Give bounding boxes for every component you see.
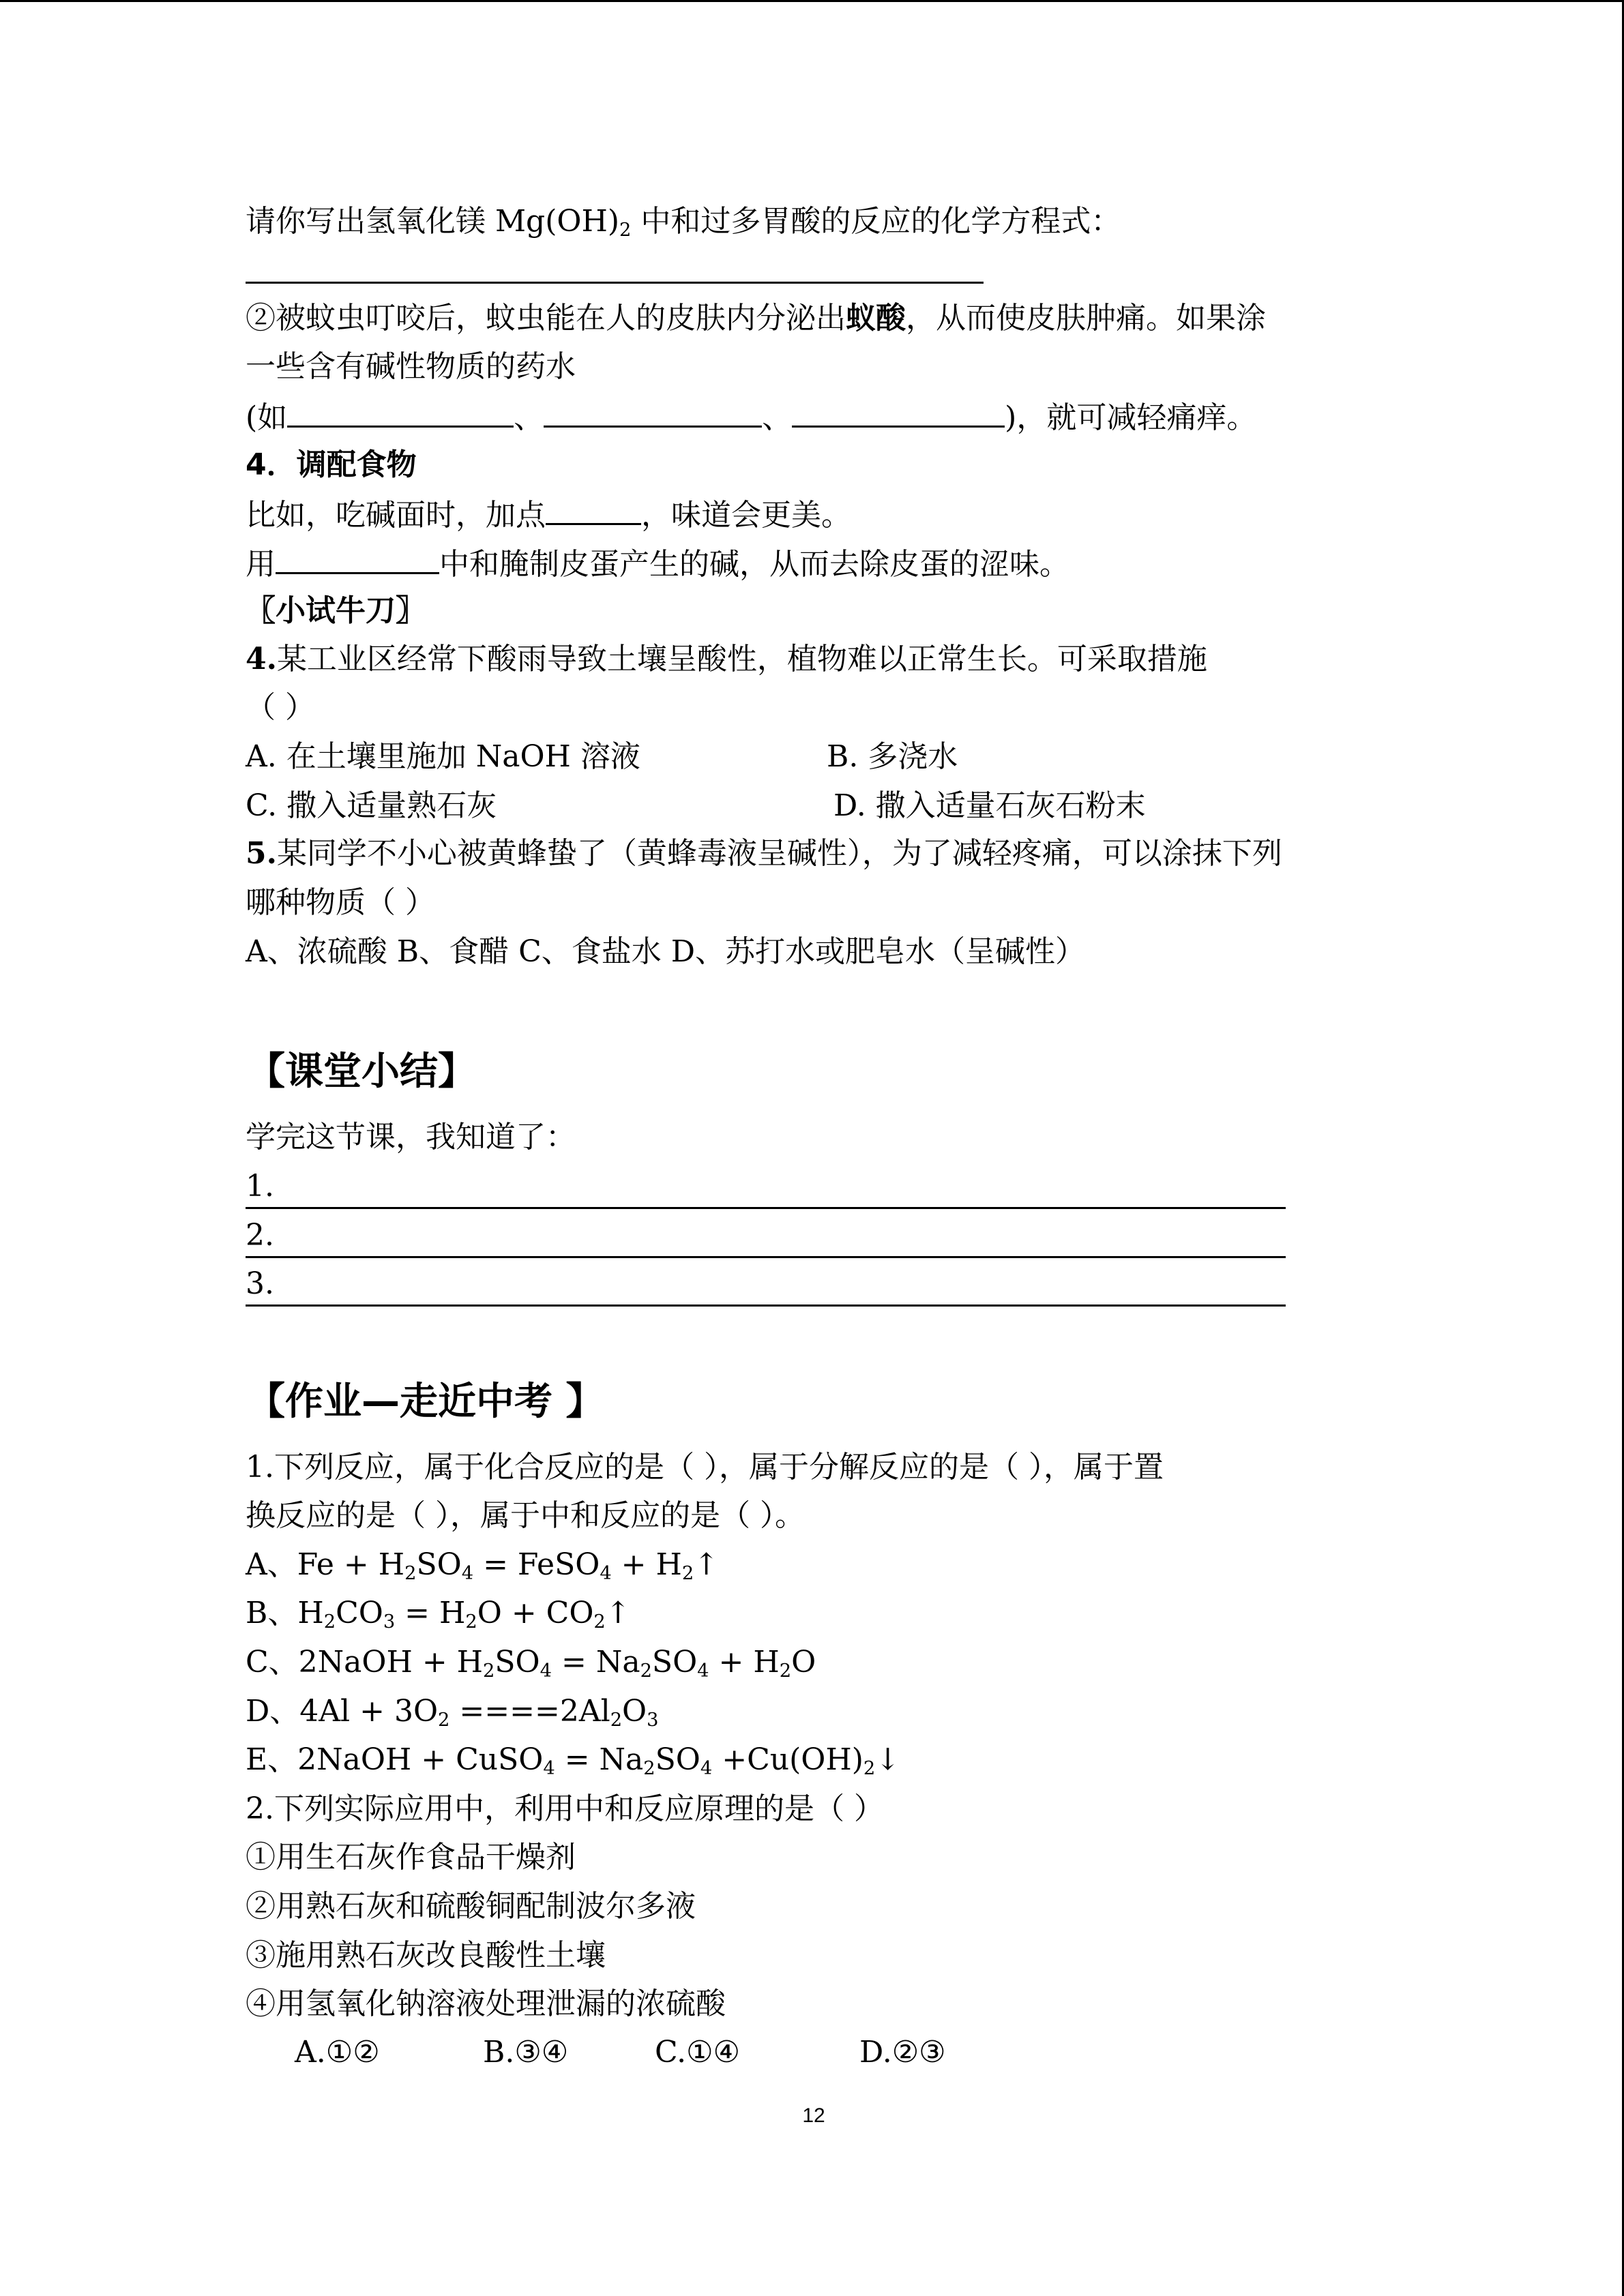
gas-arrow-icon: ↑ bbox=[694, 1547, 720, 1582]
eq-e-sub: 2 bbox=[863, 1757, 876, 1779]
eq-c-part: C、2NaOH + H bbox=[246, 1645, 484, 1680]
q5-stem-line-2: 哪种物质（ ） bbox=[246, 885, 435, 920]
eq-b-part: O + CO bbox=[477, 1596, 594, 1630]
eq-c-sub: 2 bbox=[779, 1660, 792, 1682]
eq-d-part: ====2Al bbox=[449, 1694, 610, 1729]
medicine-blank-3[interactable] bbox=[792, 396, 1005, 428]
eq-b-part: = H bbox=[395, 1596, 466, 1630]
mosquito-line-1 bbox=[246, 298, 1266, 339]
hw-q2-item-1: ①用生石灰作食品干燥剂 bbox=[246, 1840, 576, 1875]
page-border-top bbox=[0, 0, 1624, 2]
eq-a-sub: 4 bbox=[461, 1562, 474, 1584]
eq-e-part: = Na bbox=[555, 1742, 644, 1777]
mgoh-question-post: 中和过多胃酸的反应的化学方程式： bbox=[631, 204, 1121, 239]
food-line-1-post: ，味道会更美。 bbox=[641, 498, 851, 533]
eq-d-sub: 2 bbox=[438, 1709, 450, 1731]
equation-c bbox=[246, 1642, 816, 1683]
eq-a-part: = FeSO bbox=[473, 1547, 600, 1582]
q5-text: 某同学不小心被黄蜂蛰了（黄蜂毒液呈碱性），为了减轻疼痛，可以涂抹下列 bbox=[276, 836, 1282, 871]
q4-option-a[interactable]: A. 在土壤里施加 NaOH 溶液 bbox=[246, 739, 640, 774]
precipitate-arrow-icon: ↓ bbox=[875, 1742, 901, 1777]
q4-number: 4. bbox=[246, 642, 277, 676]
eq-a-sub: 2 bbox=[681, 1562, 694, 1584]
summary-intro: 学完这节课，我知道了： bbox=[246, 1120, 576, 1154]
hw-q2-item-4: ④用氢氧化钠溶液处理泄漏的浓硫酸 bbox=[246, 1986, 726, 2021]
q4-option-b[interactable]: B. 多浇水 bbox=[827, 739, 958, 774]
eq-e-sub: 2 bbox=[643, 1757, 655, 1779]
equation-e bbox=[246, 1740, 900, 1780]
eq-c-sub: 4 bbox=[540, 1660, 552, 1682]
eq-a-part: A、Fe + H bbox=[246, 1547, 405, 1582]
mosquito-line-3 bbox=[246, 396, 1256, 438]
hw-q2-option-d[interactable]: D.②③ bbox=[859, 2035, 946, 2070]
mgoh-question-pre: 请你写出氢氧化镁 Mg(OH) bbox=[246, 204, 619, 239]
eq-e-part: SO bbox=[655, 1742, 700, 1777]
hw-q2-option-c[interactable]: C.①④ bbox=[655, 2035, 740, 2070]
q4-option-d[interactable]: D. 撒入适量石灰石粉末 bbox=[833, 788, 1146, 823]
eq-c-part: O bbox=[791, 1645, 816, 1680]
eq-e-part: E、2NaOH + CuSO bbox=[246, 1742, 544, 1777]
summary-heading: 【课堂小结】 bbox=[247, 1049, 476, 1094]
mosquito-line-2: 一些含有碱性物质的药水 bbox=[246, 349, 576, 384]
eq-e-sub: 4 bbox=[543, 1757, 555, 1779]
mgoh-subscript: 2 bbox=[619, 219, 632, 241]
eq-c-part: SO bbox=[651, 1645, 698, 1680]
eq-c-sub: 2 bbox=[483, 1660, 495, 1682]
medicine-blank-1[interactable] bbox=[287, 396, 514, 428]
mosquito-text-a: ②被蚊虫叮咬后，蚊虫能在人的皮肤内分泌出 bbox=[246, 301, 846, 336]
mgoh-answer-blank[interactable] bbox=[246, 282, 984, 284]
eq-d-sub: 2 bbox=[610, 1709, 623, 1731]
eq-b-sub: 2 bbox=[593, 1611, 606, 1632]
gas-arrow-icon: ↑ bbox=[605, 1596, 631, 1630]
food-line-2 bbox=[246, 542, 1069, 585]
eq-c-part: = Na bbox=[551, 1645, 640, 1680]
food-line-2-post: 中和腌制皮蛋产生的碱，从而去除皮蛋的涩味。 bbox=[439, 547, 1069, 582]
q4-option-c[interactable]: C. 撒入适量熟石灰 bbox=[246, 788, 497, 823]
hw-q2-item-2: ②用熟石灰和硫酸铜配制波尔多液 bbox=[246, 1889, 696, 1924]
homework-heading: 【作业—走近中考 】 bbox=[247, 1380, 604, 1424]
summary-line-1[interactable] bbox=[246, 1166, 1286, 1209]
q4-answer-paren[interactable]: （ ） bbox=[246, 690, 315, 725]
equation-b bbox=[246, 1593, 631, 1634]
hw-q1-line-1: 1.下列反应，属于化合反应的是（ ），属于分解反应的是（ ），属于置 bbox=[246, 1450, 1164, 1485]
summary-line-3[interactable] bbox=[246, 1264, 1286, 1307]
mosquito-text-b: ，从而使皮肤肿痛。如果涂 bbox=[906, 301, 1266, 336]
sep-2: 、 bbox=[762, 400, 793, 435]
eq-b-sub: 2 bbox=[323, 1611, 336, 1632]
summary-item-2-label: 2. bbox=[246, 1218, 274, 1253]
equation-d bbox=[246, 1691, 658, 1732]
eq-a-part: SO bbox=[416, 1547, 462, 1582]
formic-acid-bold: 蚁酸 bbox=[846, 301, 906, 336]
q4-stem bbox=[246, 639, 1207, 680]
eq-b-sub: 2 bbox=[465, 1611, 477, 1632]
eq-a-sub: 2 bbox=[404, 1562, 417, 1584]
medicine-blank-2[interactable] bbox=[544, 396, 762, 428]
summary-item-3-label: 3. bbox=[246, 1266, 274, 1301]
eq-c-sub: 2 bbox=[640, 1660, 652, 1682]
hw-q2-item-3: ③施用熟石灰改良酸性土壤 bbox=[246, 1938, 606, 1973]
q4-text: 某工业区经常下酸雨导致土壤呈酸性，植物难以正常生长。可采取措施 bbox=[276, 642, 1207, 676]
eq-e-part: +Cu(OH) bbox=[712, 1742, 863, 1777]
food-line-1-pre: 比如，吃碱面时，加点 bbox=[246, 498, 546, 533]
food-line-2-pre: 用 bbox=[246, 547, 276, 582]
mosquito-paren-open: (如 bbox=[246, 400, 288, 435]
eq-d-sub: 3 bbox=[647, 1709, 659, 1731]
eq-a-sub: 4 bbox=[600, 1562, 612, 1584]
eq-d-part: D、4Al + 3O bbox=[246, 1694, 439, 1729]
q5-number: 5. bbox=[246, 836, 277, 871]
hw-q2-option-a[interactable]: A.①② bbox=[295, 2035, 380, 2070]
eq-b-part: B、H bbox=[246, 1596, 324, 1630]
summary-item-1-label: 1. bbox=[246, 1169, 274, 1204]
hw-q2-stem: 2.下列实际应用中，利用中和反应原理的是（ ） bbox=[246, 1791, 884, 1826]
equation-a bbox=[246, 1545, 719, 1585]
mosquito-paren-close: )，就可减轻痛痒。 bbox=[1005, 400, 1257, 435]
noodle-blank[interactable] bbox=[546, 493, 641, 525]
q5-options[interactable]: A、浓硫酸 B、食醋 C、食盐水 D、苏打水或肥皂水（呈碱性） bbox=[246, 934, 1086, 969]
egg-blank[interactable] bbox=[276, 542, 439, 574]
q5-stem bbox=[246, 833, 1282, 874]
practice-heading: 〖小试牛刀〗 bbox=[246, 593, 426, 628]
eq-b-part: CO bbox=[336, 1596, 383, 1630]
sep-1: 、 bbox=[514, 400, 544, 435]
food-heading: 4．调配食物 bbox=[246, 447, 417, 482]
food-line-1 bbox=[246, 493, 851, 536]
hw-q1-line-2: 换反应的是（ ），属于中和反应的是（ ）。 bbox=[246, 1498, 805, 1533]
page-number: 12 bbox=[802, 2104, 825, 2127]
summary-line-2[interactable] bbox=[246, 1215, 1286, 1258]
eq-c-part: + H bbox=[709, 1645, 780, 1680]
hw-q2-option-b[interactable]: B.③④ bbox=[483, 2035, 569, 2070]
eq-d-part: O bbox=[622, 1694, 647, 1729]
eq-c-part: SO bbox=[494, 1645, 540, 1680]
eq-c-sub: 4 bbox=[697, 1660, 709, 1682]
eq-b-sub: 3 bbox=[383, 1611, 396, 1632]
eq-a-part: + H bbox=[611, 1547, 682, 1582]
eq-e-sub: 4 bbox=[700, 1757, 713, 1779]
mgoh-question bbox=[246, 201, 1121, 242]
